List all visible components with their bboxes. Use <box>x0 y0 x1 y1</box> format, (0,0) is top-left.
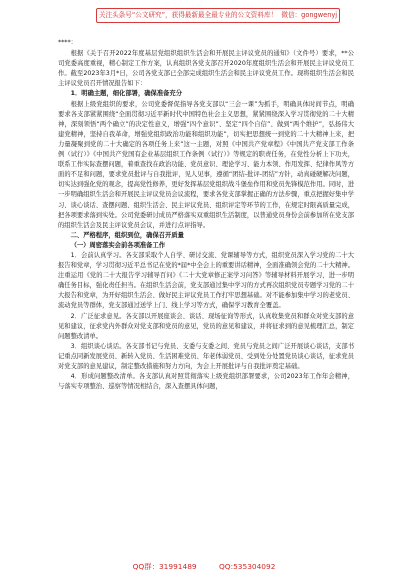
contact-footer <box>0 562 408 572</box>
document-body <box>58 38 354 392</box>
footer-qq-group: QQ群：31991489 <box>132 562 197 571</box>
item-1-paragraph: 1．会前认真学习。各支部采取个人自学、研讨交流、党课辅导等方式，组织党员深入学习党的二十大报告和党章，学习贯彻习近平总书记在党的*届*中全会上的重要讲话精神，全面准确领会党的二十大精神。注重运用《党的二十大报告学习辅导百问》《二十大党章修正案学习问答》等辅导材料开展学习，进一步明确任务目标，强化责任担当。在组织生活会前，党支部通过集中学习的方式再次组织党员专题学习党的二十大报告和党章，为开好组织生活会、做好民主评议党员工作打牢思想基础。对不能参加集中学习的老党员、流动党员等群体，党支部通过送学上门、线上学习等方式，确保学习教育全覆盖。 <box>58 251 354 310</box>
document-salutation: ****： <box>58 39 77 46</box>
section-2-heading: 二、严格程序，组织到位，确保召开质量 <box>70 231 184 239</box>
document-intro: 根据《关于召开2022年度基层党组织组织生活会和开展民主评议党员的通知》（文件号）要求，**公司党委高度重视，精心制定工作方案，认真组织各党支部召开2020年度组织生活会和开展民主评议党员工作。截至2023年3月*日，公司各党支部已全部完成组织生活会和民主评议党员工作。现将组织生活会和民主评议党员召开情况报告如下： <box>58 50 354 88</box>
section-2-subheading: （一）周密落实会前各项准备工作 <box>70 241 166 249</box>
promo-banner <box>96 8 340 23</box>
item-4-paragraph: 4．形成问题整改清单。各支部认真对照贯彻落实上级党组织部署要求，公司2023年工作年会精神，与落实专项整治、巡察等情况相结合，深入查摆具体问题， <box>58 373 354 391</box>
section-1-paragraph: 根据上级党组织的要求，公司党委督促指导各党支部以“三会一课”为抓手，明确具体时间节点，明确要求各支部紧紧围绕“全面贯彻习近平新时代中国特色社会主义思想，紧紧围绕深入学习贯彻党的二十大精神，深刻领悟“两个确立”的决定性意义，增强“四个意识”、坚定“四个自信”、做到“两个维护”，弘扬伟大建党精神，坚持自我革命，增强党组织政治功能和组织功能”，切实把思想统一到党的二十大精神上来，把力量凝聚到党的二十大确定的各项任务上来”这一主题，对照《中国共产党章程》《中国共产党支部工作条例（试行）》《中国共产党国有企业基层组织工作条例（试行）》等规定的职责任务，在党性分析上下功夫，联系工作实际查摆问题，着重查找在政治功能、党员意识、理论学习、能力本领、作用发挥、纪律作风等方面的不足和问题，要求党员批评与自我批评，见人见事，遵循“团结-批评-团结”方针，动真碰硬解决问题，切实达到强化党的观念，提高党性修养，更好发挥基层党组织战斗堡垒作用和党员先锋模范作用。同时，进一步明确组织生活会和开展民主评议党员会议流程，要求各党支部掌握正确的方法步骤，重点把握好集中学习、谈心谈话、查摆问题、组织生活会、民主评议党员、组织评定等环节的工作，在规定时限高质量完成，把各项要求落到实处。公司党委研讨成员严格落实双重组织生活制度，以普通党员身份会前参加所在党支部的组织生活会及民主评议党员会议，并进行点评指导。 <box>58 100 354 229</box>
promo-banner-text: 关注头条号“公文研究”，获得最新最全最专业的公文资料库！ <box>98 11 278 19</box>
promo-banner-wechat: 微信：gongwenyj <box>281 11 338 19</box>
footer-qq: QQ:535304092 <box>218 562 276 571</box>
item-2-paragraph: 2．广泛征求意见。各支部以开展座谈会、谈话、现场征询等形式，认真收集党员和群众对党支部的意见和建议，征求党内外群众对党支部和党员的意见，党员的意见和建议，并将征求到的意见梳理汇总，制定问题整改清单。 <box>58 312 354 340</box>
item-3-paragraph: 3．组织谈心谈话。各支部书记与党员、支委与支委之间、党员与党员之间广泛开展谈心谈话，支部书记重点同新发展党员、新转入党员、生活困难党员、年老体弱党员、受到处分处置党员谈心谈话，征求党员对党支部的意见建议，制定整改措施和努力方向，为会上开展批评与自我批评奠定基础。 <box>58 342 354 370</box>
section-1-heading: 1．明确主题，细化部署，确保准备充分 <box>70 90 183 98</box>
